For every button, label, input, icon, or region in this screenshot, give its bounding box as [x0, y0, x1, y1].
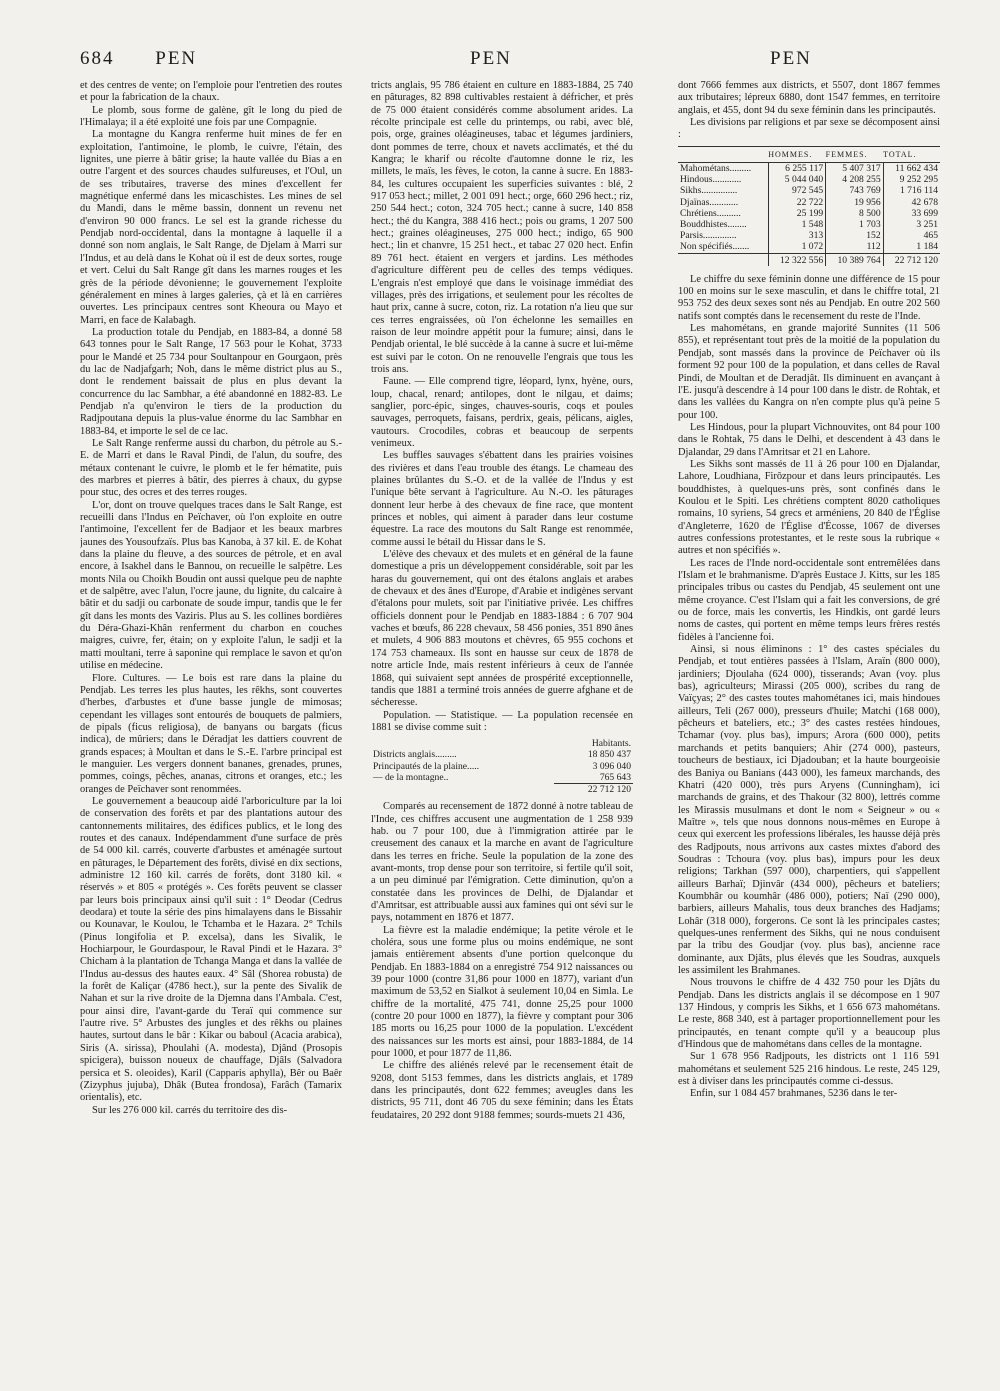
paragraph: Le gouvernement a beaucoup aidé l'arboriculture par la loi de conservation des forêts et par des plantations autour des cantonnements militaires, des édifices publics, et le long des routes et des canaux. Indépendamment d'une surface de près de 54 000 kil. carrés, couverte d'arbustes et aménagée surtout en pâturages, le Département des forêts, divisé en dix sections, administre 12 160 kil. carrés de forêts, dont 3180 kil. « réservés » et 805 « protégés ». Ces forêts peuvent se classer par leurs bois principaux ainsi qu'il suit : 1° Deodar (Cedrus deodara) et toute la série des pins himalayens dans le Bissahir ou Kounavar, le Koulou, le Tchamba et le Hazara. 2° Tchils (Pinus longifolia et P. excelsa), dans les Sivalik, le Hochiarpour, le Gourdaspour, le Raval Pindi et le Hazara. 3° Chicham à la plantation de Tchanga Manga et dans la vallée de l'Indus au-dessus des hautes eaux. 4° Sâl (Shorea robusta) de la forêt de Kaliçar (4786 hect.), sur la pente des Sivalik de Nahan et sur la rive droite de la Djemna dans l'Ambala. C'est, pour ainsi dire, l'avant-garde du Teraï qui commence sur l'autre rive. 5° Arbustes des jungles et des rêkhs ou plaines hautes, surtout dans le bâr : Kikar ou baboul (Acacia arabica), Siris (A. sirissa), Phoulahi (A. modesta), Djând (Prosopis spicigera), buisson noueux de chauffage, Djâls (Salvadora persica et S. oleoides), Karil (Capparis aphylla), Bêr ou Baêr (Zizyphus jujuba), Dhâk (Butea frondosa), Farâch (Tamarix orientalis), etc. — [80, 795, 342, 1104]
total-count: 42 678 — [883, 197, 940, 208]
table-row — [678, 230, 940, 241]
paragraph: Enfin, sur 1 084 457 brahmanes, 5236 dans le ter- — [690, 1088, 898, 1100]
total-count: 465 — [883, 230, 940, 241]
women-count: 152 — [826, 230, 883, 241]
women-count: 1 703 — [826, 219, 883, 230]
women-count: 8 500 — [826, 208, 883, 219]
religion-header-women: FEMMES. — [826, 146, 883, 162]
row-label: Principautés de la plaine..... — [373, 760, 480, 772]
row-label: Djaïnas............ — [680, 196, 739, 208]
women-count: 4 208 255 — [826, 174, 883, 185]
paragraph: Ainsi, si nous éliminons : 1° des castes spéciales du Pendjab, et tout entières passées à l'Islam, Araïn (800 000), jardiniers; Djoulaha (624 000), tisserands; Avan (voy. plus bas), agriculteurs; Mirassi (205 000), scribes du rang de Vaïçyas; 2° des castes toutes mahométanes ici, mais hindoues ailleurs, Teli (267 000), presseurs d'huile; Matchi (168 000), pêcheurs et bateliers, etc.; 3° des castes restées hindoues, Tchamar (voy. plus bas), impurs; Arora (600 000), petits marchands et petits banquiers; Ahir (274 000), pasteurs, toucheurs de bestiaux, ici Djadouban; et la haute bourgeoisie des Baniya ou Banians (443 000), les fameux marchands, des Khatri (420 000), très purs Aryens (Cunningham), ici marchands de grains, et des Thakour (32 800), lettrés comme les Mirassis musulmans et dont le nom « Seigneur » ou « Maître », tels que nous donnons nous-mêmes en Europe à ceux qui exercent les professions libérales, les hausse déjà près des Radjpouts, nous arrivons aux castes mixtes d'abord des Soudras : Tchoura (voy. plus bas), impurs pour les deux religions; Tarkhan (597 000), charpentiers, qui s'appellent ailleurs Barhaï; Djinvâr (434 000), pêcheurs et bateliers; Koumbhâr ou koumhâr (486 000), potiers; Naï (290 000), barbiers, ailleurs Mahalis, tous deux branches des Hadjams; Lohâr (318 000), forgerons. Ce sont là les principales castes; quelques-unes renferment des Sikhs, qui ne nous conduisent par la tribu des Goudjar (voy. plus bas), ancienne race dominante, aux Djâts, plus élevés que les Soudras, auxquels les assimilent les Brahmanes. — [678, 644, 940, 976]
table-row — [371, 772, 633, 784]
paragraph: Les Sikhs sont massés de 11 à 26 pour 100 en Djalandar, Lahore, Loudhiana, Firôzpour et dans leurs principautés. Les bouddhistes, à quelques-uns près, sont confinés dans le Koulou et le Spiti. Les chrétiens comptent 8020 catholiques romains, 10 syriens, 54 grecs et arméniens, 20 840 de l'Église d'Angleterre, 1620 de l'Église d'Écosse, 1067 de diverses autres confessions protestantes, et le reste sous la rubrique « autres et non spécifiés ». — [678, 458, 940, 557]
page-number-header — [80, 48, 197, 70]
religion-header-total: TOTAL. — [883, 146, 940, 162]
women-count: 112 — [826, 241, 883, 253]
paragraph: et des centres de vente; on l'emploie pour l'entretien des routes et pour la fabrication de la chaux. — [80, 80, 342, 104]
men-count: 6 255 117 — [768, 162, 825, 174]
religion-total-men: 12 322 556 — [768, 253, 825, 266]
paragraph: La montagne du Kangra renferme huit mines de fer en exploitation, l'antimoine, le plomb, le cuivre, l'étain, des lignites, une pierre à bâtir grise; la haute vallée du Bias a en outre l'argent et des sources chaudes sulfureuses, et l'Oul, un de ses tributaires, traverse des mines d'excellent fer magnétique enfermé dans les micaschistes. Les mines de sel du Mandi, dans le même bassin, donnent un revenu net d'environ 90 000 francs. Le sel est la grande richesse du Pendjab nord-occidental, dans la montagne à laquelle il a donné son nom anglais, le Salt Range, de Djelam à Marri sur l'Indus, et au delà dans le Kohat où il est de deux sortes, rouge et vert. Celui du Salt Range gît dans les marnes rouges et les grès de la période dévonienne; le gouvernement l'exploite généralement en mines à larges galeries, çà et là en carrières ouvertes. Les principaux centres sont Kheoura ou Mayo et Marri, en face de Kalabagh. — [80, 129, 342, 326]
paragraph: Les mahométans, en grande majorité Sunnites (11 506 855), et représentant tout près de la moitié de la population du Pendjab, sont massés dans la province de Peïchaver où ils forment 92 pour 100 de la population, et dans celles de Raval Pindi, de Moultan et de Deradjât. Ils diminuent en avançant à l'E. jusqu'à descendre à 14 pour 100 dans le distr. de Rohtak, et dans les vallées du Kangra on n'en compte plus qu'à peine 5 pour 100. — [678, 323, 940, 421]
men-count: 5 044 040 — [768, 174, 825, 185]
row-label: Chrétiens.......... — [680, 207, 741, 219]
text-column-2 — [371, 80, 633, 1340]
paragraph: dont 7666 femmes aux districts, et 5507, dont 1867 femmes aux tributaires; lépreux 6880, dont 1547 femmes, en territoire anglais, et 455, dont 94 du sexe féminin dans les principautés. — [678, 80, 940, 116]
men-count: 972 545 — [768, 185, 825, 196]
total-count: 1 184 — [883, 241, 940, 253]
paragraph: Le chiffre du sexe féminin donne une différence de 15 pour 100 en moins sur le sexe masculin, et dans le chiffre total, 21 953 752 des deux sexes sont nés au Pendjab. En outre 202 560 natifs sont comptés dans le recensement du reste de l'Inde. — [678, 273, 940, 322]
paragraph: Nous trouvons le chiffre de 4 432 750 pour les Djâts du Pendjab. Dans les districts anglais il se décompose en 1 907 137 Hindous, y compris les Sikhs, et 1 656 673 mahométans. Le reste, 868 340, est à partager proportionnellement pour les principautés, en tenant compte qu'il y a beaucoup plus d'Hindous que de mahométans dans celles de la montagne. — [678, 977, 940, 1051]
row-label: Bouddhistes........ — [680, 218, 747, 230]
religion-total-all: 22 712 120 — [883, 253, 940, 266]
row-value: 765 643 — [599, 771, 631, 783]
paragraph: Le Salt Range renferme aussi du charbon, du pétrole au S.-E. de Marri et dans le Raval Pindi, de l'alun, du soufre, des métaux contenant le cuivre, le plomb et le fer hématite, puis des marbres et pierres à bâtir, des pierres à chaux, du gypse pour stuc, des ocres et des terres rouges. — [80, 437, 342, 499]
paragraph: La production totale du Pendjab, en 1883-84, a donné 58 643 tonnes pour le Salt Range, 17 563 pour le Kohat, 3733 pour le Mandé et 25 734 pour Soultanpour en Gourgaon, près du lac de Nadjafgarh; Noh, dans le même district plus au S., dont le rendement baissait de plus en plus devant la concurrence du lac Sambhar, a été abandonné en 1882-83. Le Pendjab n'a qu'environ le tiers de la production du Radjpoutana depuis la plus-value énorme du lac Sambhar en 1883-84, et importe le sel de ce lac. — [80, 326, 342, 437]
men-count: 1 072 — [768, 241, 825, 253]
population-table — [371, 738, 633, 795]
men-count: 25 199 — [768, 208, 825, 219]
paragraph: Population. — Statistique. — La population recensée en 1881 se divise comme suit : — [371, 709, 633, 733]
religion-header-men: HOMMES. — [768, 146, 825, 162]
population-table-header: Habitants. — [591, 738, 631, 750]
population-total: 22 712 120 — [554, 784, 633, 796]
row-label: Parsis.............. — [680, 230, 737, 242]
column-2-text-top — [371, 80, 633, 734]
women-count: 743 769 — [826, 185, 883, 196]
population-table-rows — [371, 749, 633, 783]
row-label: Mahométans......... — [680, 162, 752, 174]
paragraph: Comparés au recensement de 1872 donné à notre tableau de l'Inde, ces chiffres accusent une augmentation de 1 258 939 hab. ou 7 pour 100, due à l'immigration attirée par le creusement des canaux et la marche en avant de l'agriculture dans les terres en friche. Seule la population de la zone des avant-monts, trop dense pour son territoire, si fertile qu'il soit, a un peu diminué par l'émigration. Cette diminution, qu'on a constatée dans les provinces de Delhi, de Djalandar et d'Amritsar, est attribuable aussi aux famines qui ont sévi sur le pays, notamment en 1876 et 1877. — [371, 801, 633, 924]
row-label: — de la montagne.. — [373, 772, 449, 784]
paragraph: L'or, dont on trouve quelques traces dans le Salt Range, est recueilli dans l'Indus en Peïchaver, où l'on exploite en outre l'antimoine, l'excellent fer de Badjaor et les beaux marbres jaunes des Yousoufzaïs. Plus bas Kanoba, à 37 kil. E. de Kohat dans la plaine du fleuve, a des sources de pétrole, et en aval encore, à Isakhel dans le Bannou, on recueille le salpêtre. Les monts Nila ou Choikh Boudin ont aussi quelque peu de naphte et de salpêtre, avec l'alun, l'ocre jaune, du lignite, du calcaire à bâtir et du sadji ou carbonate de soude impur, tandis que le fer gît dans les monts des Vaziris. Plus au S. les collines bordières du Déra-Ghazi-Khân renferment du charbon en couches maigres, cuivre, fer, étain; on y exploite l'alun, le sadji et la matti moultani, terre à saponine qui remplace le savon et qu'on utilise en médecine. — [80, 499, 342, 672]
religion-table — [678, 146, 940, 266]
row-label: Sikhs............... — [680, 185, 738, 197]
paragraph: Les buffles sauvages s'ébattent dans les prairies voisines des rivières et dans l'eau trouble des étangs. Le chameau des plaines brûlantes du S.-O. et de la vallée de l'Indus y est l'unique bête servant à l'agriculture. Au N.-O. les pâturages donnent leur herbe à des chevaux de fine race, que montent princes et nobles, qui aiment à parader dans leur costume équestre. La race des moutons du Salt Range est renommée, comme aussi le bétail du Hissar dans le S. — [371, 450, 633, 548]
paragraph: Le chiffre des aliénés relevé par le recensement était de 9208, dont 5153 femmes, dans les districts anglais, et 1789 dans les principautés, dont 622 femmes; aveugles dans les districts, 95 711, dont 46 705 du sexe féminin; dans les États feudataires, 20 292 dont 9188 femmes; sourds-muets 21 436, — [371, 1060, 633, 1121]
row-value: 18 850 437 — [587, 749, 631, 761]
paragraph: Le plomb, sous forme de galène, gît le long du pied de l'Himalaya; il a été exploité une fois par une Compagnie. — [80, 104, 342, 129]
women-count: 19 956 — [826, 197, 883, 208]
running-head-right: PEN — [770, 48, 812, 69]
table-row — [371, 749, 633, 760]
women-count: 5 407 317 — [826, 162, 883, 174]
column-2-text-bottom — [371, 801, 633, 1122]
row-value: 3 096 040 — [592, 760, 631, 772]
running-head-left: PEN — [155, 48, 198, 69]
text-column-3 — [678, 80, 940, 1340]
paragraph: L'élève des chevaux et des mulets et en général de la faune domestique a pris un développement considérable, soit par les haras du gouvernement, qui ont des étalons anglais et arabes de chevaux et des ânes d'Europe, d'Arabie et indigènes servant d'étalons pour mulets, soit par l'initiative privée. Les chiffres officiels donnent pour le Pendjab en 1883-1884 : 6 707 904 vaches et bœufs, 86 228 chevaux, 58 456 ponies, 351 890 ânes et mulets, 4 906 883 moutons et chèvres, 65 955 cochons et 174 753 chameaux. Ils sont en hausse sur ceux de 1878 de notre article Inde, mais restent inférieurs à ceux de l'année 1868, qui suivaient sept années de prospérité exceptionnelle, tandis que 1881 a terminé trois années de guerre afghane et de sécheresse. — [371, 549, 633, 709]
table-row — [678, 219, 940, 230]
table-row — [678, 208, 940, 219]
page-number: 684 — [80, 48, 115, 69]
paragraph: Sur 1 678 956 Radjpouts, les districts ont 1 116 591 mahométans et seulement 525 216 hindous. Le reste, 245 129, est à diviser dans les principautés comme ci-dessus. — [678, 1051, 940, 1088]
table-row — [678, 162, 940, 174]
total-count: 11 662 434 — [883, 162, 940, 174]
table-row — [371, 761, 633, 772]
paragraph: Flore. Cultures. — Le bois est rare dans la plaine du Pendjab. Les terres les plus hautes, les rêkhs, sont couvertes d'herbes, d'arbustes et d'une basse jungle de mimosas; cependant les villages sont entourés de bouquets de palmiers, de pipals (ficus religiosa), de banyans ou bargats (ficus indica), de mûriers; dans le Déradjat les dattiers couvrent de grands espaces; à Moultan et dans le S.-E. l'arbre principal est le manguier. Les vergers donnent bananes, grenades, prunes, pommes, coings, pêches, ananas, citrons et oranges, etc.; les oranges de Peïchaver sont renommées. — [80, 672, 342, 795]
total-count: 1 716 114 — [883, 185, 940, 196]
column-3-text-top — [678, 80, 940, 142]
table-row — [678, 185, 940, 196]
religion-table-rows — [678, 162, 940, 253]
running-head-center: PEN — [470, 48, 512, 69]
table-row — [678, 197, 940, 208]
paragraph: Faune. — Elle comprend tigre, léopard, lynx, hyène, ours, loup, chacal, renard; antilopes, dont le nilgau, et daims; sanglier, porc-épic, singes, chauves-souris, coqs et poules sauvages, perroquets, faisans, perdrix, geais, pélicans, aigles, vautours. Crocodiles, cobras et beaucoup de serpents venimeux. — [371, 376, 633, 449]
row-label: Non spécifiés....... — [680, 241, 750, 253]
paragraph: La fièvre est la maladie endémique; la petite vérole et le choléra, sous une forme plus ou moins endémique, ne sont jamais entièrement absents d'une portion quelconque du Pendjab. En 1883-1884 on a enregistré 754 912 naissances ou 39 pour 1000 (contre 31,86 pour 1000 en 1877), variant d'un maximum de 53,52 en Sialkot à seulement 10,04 en Simla. Le chiffre de la mortalité, 475 741, donne 25,25 pour 1000 (contre 20 pour 1000 en 1877), la fièvre y comptant pour 306 185 morts ou 16,25 pour 1000 de la population. L'excédent des naissances sur les morts est ainsi, pour 1883-1884, de 14 pour 1000, et pour 1877 de 11,86. — [371, 924, 633, 1060]
paragraph: Sur les 276 000 kil. carrés du territoire des dis- — [92, 1104, 288, 1116]
total-count: 3 251 — [883, 219, 940, 230]
total-count: 9 252 295 — [883, 174, 940, 185]
paragraph: Les races de l'Inde nord-occidentale sont entremêlées dans l'Islam et le brahmanisme. D'après Eustace J. Kitts, sur les 185 principales tribus ou castes du Pendjab, 45 seulement ont une même croyance. C'est l'Islam qui a fait les conversions, de gré ou de force, mais les convertis, les Hindkis, ont gardé leurs noms de castes, qui portent en même temps leurs frères restés fidèles à l'ancienne foi. — [678, 557, 940, 643]
column-3-text-bottom — [678, 274, 940, 1101]
table-row — [678, 241, 940, 253]
paragraph: tricts anglais, 95 786 étaient en culture en 1883-1884, 25 740 en pâturages, 82 898 cultivables restaient à défricher, et près de 75 000 étaient considérés comme absolument arides. La récolte principale est celle du printemps, ou rabi, avec blé, pois, orge, graines oléagineuses, tabac et légumes jardiniers, dont pommes de terre, choux et navets acclimatés, et thé du Kangra; le kharif ou récolte d'automne donne le riz, les millets, le maïs, les fèves, le coton, la canne à sucre. En 1883-84, les cultures occupaient les superficies suivantes : blé, 2 917 053 hect.; millet, 2 001 091 hect.; orge, 660 296 hect.; riz, 250 544 hect.; coton, 324 705 hect.; canne à sucre, 140 858 hect.; thé du Kangra, 388 416 hect.; pois ou grams, 1 207 500 hect.; graines oléagineuses, 275 000 hect.; indigo, 65 900 hect.; lin et chanvre, 15 251 hect., et tabac 27 020 hect. Enfin 89 761 hect. étaient en vergers et jardins. Les méthodes d'agriculture diffèrent peu de celles des temps védiques. L'engrais n'est employé que dans le voisinage immédiat des villages, près des irrigations, et seulement pour les récoltes de haut prix, canne à sucre, coton, riz. La rotation n'a lieu que sur ces terres engraissées, où l'on échelonne les semailles en raison de leur moindre appétit pour la fumure; ainsi, dans le Pendjab oriental, le blé succède à la canne à sucre et lui-même est suivi par le coton. On ne renouvelle l'engrais que tous les trois ans. — [371, 80, 633, 375]
row-label: Districts anglais......... — [373, 749, 457, 761]
paragraph: Les divisions par religions et par sexe se décomposent ainsi : — [678, 117, 940, 141]
men-count: 313 — [768, 230, 825, 241]
row-label: Hindous............ — [680, 174, 742, 186]
men-count: 1 548 — [768, 219, 825, 230]
table-row — [678, 174, 940, 185]
paragraph: Les Hindous, pour la plupart Vichnouvites, ont 84 pour 100 dans le Rohtak, 75 dans le Delhi, et descendent à 43 dans le Djalandar, 29 dans l'Amritsar et 21 en Lahore. — [678, 421, 940, 458]
religion-total-women: 10 389 764 — [826, 253, 883, 266]
total-count: 33 699 — [883, 208, 940, 219]
text-column-1 — [80, 80, 342, 1340]
men-count: 22 722 — [768, 197, 825, 208]
